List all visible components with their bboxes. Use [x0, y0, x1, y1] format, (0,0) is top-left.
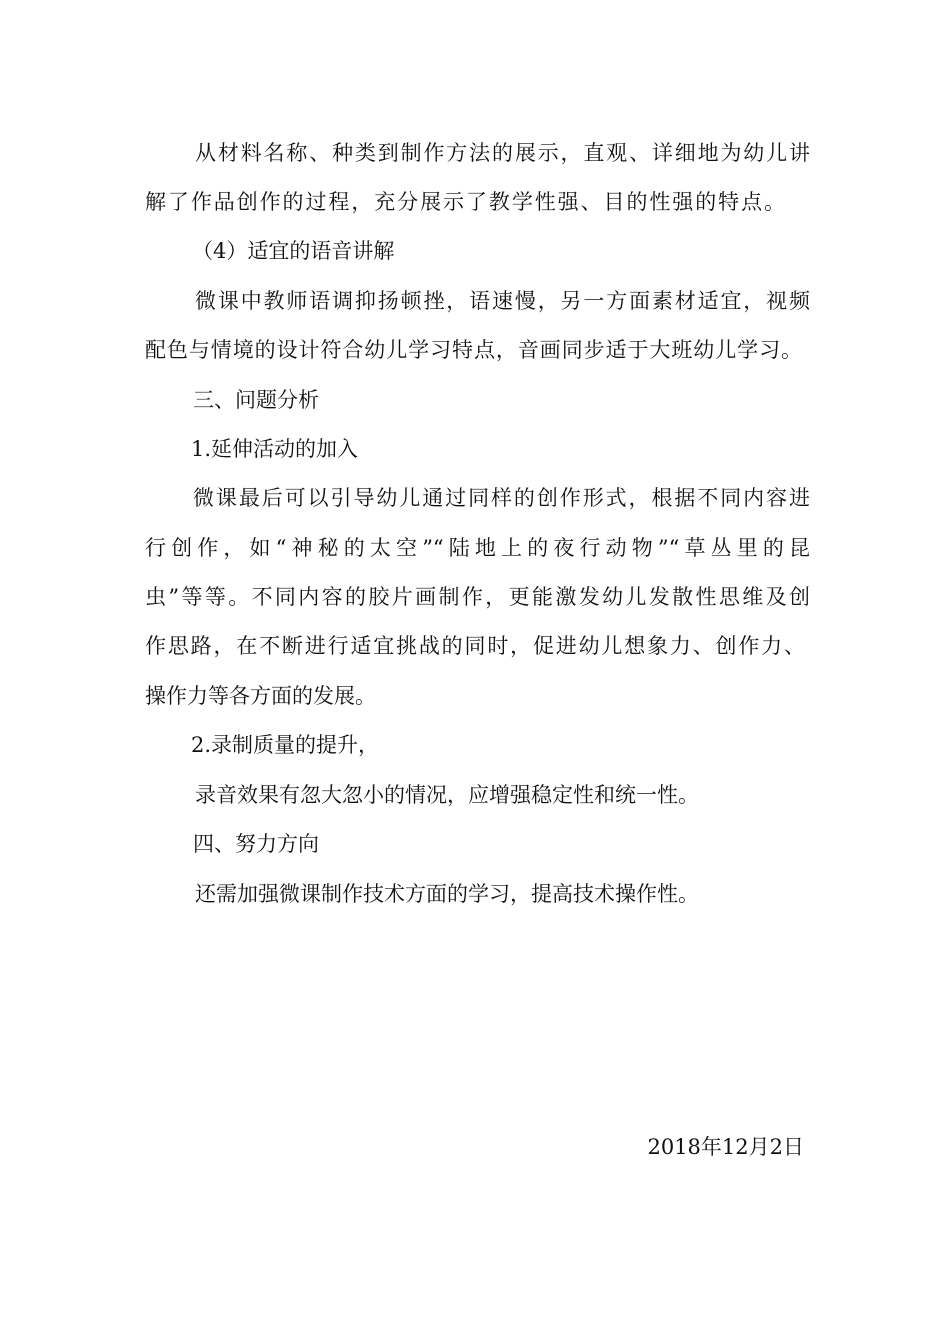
section-heading: 三、问题分析	[193, 388, 319, 412]
paragraph-line: 操作力等各方面的发展。	[145, 684, 376, 708]
subsection-heading: 2.录制质量的提升，	[191, 733, 380, 757]
paragraph-line: 微课最后可以引导幼儿通过同样的创作形式，根据不同内容进	[193, 486, 810, 510]
paragraph-line: 解了作品创作的过程，充分展示了教学性强、目的性强的特点。	[145, 190, 785, 214]
paragraph-line: 虫”等等。不同内容的胶片画制作，更能激发幼儿发散性思维及创	[145, 585, 810, 609]
subsection-heading: 1.延伸活动的加入	[191, 437, 359, 461]
paragraph-line: 从材料名称、种类到制作方法的展示，直观、详细地为幼儿讲	[195, 141, 810, 165]
section-heading: 四、努力方向	[193, 832, 319, 856]
document-date: 2018年12月2日	[647, 1135, 804, 1159]
paragraph-line: 行创作，如“神秘的太空”“陆地上的夜行动物”“草丛里的昆	[145, 536, 810, 560]
paragraph-line: 作思路，在不断进行适宜挑战的同时，促进幼儿想象力、创作力、	[145, 634, 805, 658]
paragraph-line: 还需加强微课制作技术方面的学习，提高技术操作性。	[195, 882, 699, 906]
paragraph-line: 录音效果有忽大忽小的情况，应增强稳定性和统一性。	[195, 783, 699, 807]
section-subheading: （4）适宜的语音讲解	[192, 239, 395, 263]
paragraph-line: 配色与情境的设计符合幼儿学习特点，音画同步适于大班幼儿学习。	[145, 338, 802, 362]
paragraph-line: 微课中教师语调抑扬顿挫，语速慢，另一方面素材适宜，视频	[195, 289, 810, 313]
